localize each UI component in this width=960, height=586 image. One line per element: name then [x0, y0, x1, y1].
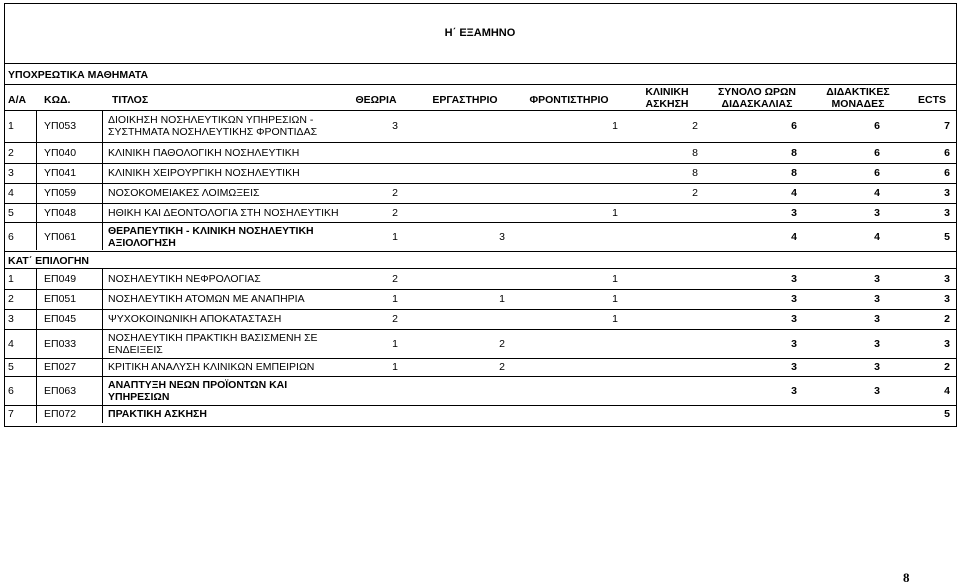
course-code: ΥΠ048	[44, 206, 77, 219]
cell-total: 3	[791, 293, 797, 305]
cell-lab: 1	[499, 293, 505, 305]
cell-total: 3	[791, 361, 797, 373]
course-code: ΕΠ027	[44, 361, 77, 373]
row-divider	[4, 309, 957, 310]
course-title: ΔΙΟΙΚΗΣΗ ΝΟΣΗΛΕΥΤΙΚΩΝ ΥΠΗΡΕΣΙΩΝ -	[108, 114, 314, 126]
cell-units: 3	[874, 293, 880, 305]
cell-theory: 2	[392, 187, 398, 199]
cell-clinical: 8	[692, 146, 698, 159]
cell-lab: 2	[499, 337, 505, 350]
course-title: ΝΟΣΗΛΕΥΤΙΚΗ ΑΤΟΜΩΝ ΜΕ ΑΝΑΠΗΡΙΑ	[108, 293, 305, 305]
cell-total: 4	[791, 230, 797, 243]
cell-theory: 1	[392, 230, 398, 243]
course-title: ΝΟΣΟΚΟΜΕΙΑΚΕΣ ΛΟΙΜΩΞΕΙΣ	[108, 187, 260, 199]
row-number: 4	[8, 187, 14, 199]
course-title: ΨΥΧΟΚΟΙΝΩΝΙΚΗ ΑΠΟΚΑΤΑΣΤΑΣΗ	[108, 313, 282, 325]
divider	[4, 84, 957, 85]
cell-total: 3	[791, 272, 797, 285]
cell-clinical: 2	[692, 187, 698, 199]
course-title: ΑΞΙΟΛΟΓΗΣΗ	[108, 236, 176, 249]
header-aa: Α/Α	[8, 94, 27, 106]
course-title: ΑΝΑΠΤΥΞΗ ΝΕΩΝ ΠΡΟΪΟΝΤΩΝ ΚΑΙ	[108, 378, 288, 391]
row-number: 6	[8, 384, 14, 397]
course-title: ΝΟΣΗΛΕΥΤΙΚΗ ΝΕΦΡΟΛΟΓΙΑΣ	[108, 272, 261, 285]
course-title: ΗΘΙΚΗ ΚΑΙ ΔΕΟΝΤΟΛΟΓΙΑ ΣΤΗ ΝΟΣΗΛΕΥΤΙΚΗ	[108, 206, 339, 219]
cell-total: 3	[791, 384, 797, 397]
row-number: 1	[8, 120, 14, 132]
row-number: 1	[8, 272, 14, 285]
course-code: ΥΠ053	[44, 120, 77, 132]
cell-units: 3	[874, 313, 880, 325]
cell-theory: 1	[392, 337, 398, 350]
cell-theory: 1	[392, 361, 398, 373]
cell-lab: 2	[499, 361, 505, 373]
course-code: ΥΠ059	[44, 187, 77, 199]
cell-ects: 5	[944, 408, 950, 420]
row-divider	[4, 289, 957, 290]
row-number: 2	[8, 146, 14, 159]
cell-clinical: 2	[692, 120, 698, 132]
cell-ects: 7	[944, 120, 950, 132]
row-divider	[4, 163, 957, 164]
row-divider	[4, 251, 957, 252]
cell-units: 6	[874, 120, 880, 132]
header-code: ΚΩΔ.	[44, 94, 71, 106]
course-code: ΕΠ072	[44, 408, 77, 420]
divider	[4, 63, 957, 64]
row-divider	[4, 358, 957, 359]
row-divider	[4, 405, 957, 406]
course-code: ΥΠ040	[44, 146, 77, 159]
row-divider	[4, 183, 957, 184]
cell-tutorial: 1	[612, 313, 618, 325]
course-title: ΚΛΙΝΙΚΗ ΠΑΘΟΛΟΓΙΚΗ ΝΟΣΗΛΕΥΤΙΚΗ	[108, 146, 300, 159]
course-code: ΕΠ063	[44, 384, 77, 397]
cell-ects: 3	[944, 337, 950, 350]
cell-total: 8	[791, 146, 797, 159]
course-code: ΕΠ049	[44, 272, 77, 285]
course-title: ΘΕΡΑΠΕΥΤΙΚΗ - ΚΛΙΝΙΚΗ ΝΟΣΗΛΕΥΤΙΚΗ	[108, 224, 314, 237]
course-code: ΕΠ033	[44, 337, 77, 350]
cell-ects: 2	[944, 361, 950, 373]
column-divider	[36, 110, 37, 250]
row-number: 5	[8, 361, 14, 373]
course-title: ΚΡΙΤΙΚΗ ΑΝΑΛΥΣΗ ΚΛΙΝΙΚΩΝ ΕΜΠΕΙΡΙΩΝ	[108, 361, 315, 373]
cell-units: 3	[874, 206, 880, 219]
row-number: 5	[8, 206, 14, 219]
cell-theory: 2	[392, 272, 398, 285]
cell-theory: 1	[392, 293, 398, 305]
cell-tutorial: 1	[612, 120, 618, 132]
cell-tutorial: 1	[612, 293, 618, 305]
cell-ects: 6	[944, 167, 950, 179]
cell-theory: 2	[392, 206, 398, 219]
course-title: ΣΥΣΤΗΜΑΤΑ ΝΟΣΗΛΕΥΤΙΚΗΣ ΦΡΟΝΤΙΔΑΣ	[108, 126, 318, 138]
row-divider	[4, 376, 957, 377]
header-teaching-units: ΔΙΔΑΚΤΙΚΕΣ ΜΟΝΑΔΕΣ	[826, 86, 890, 110]
header-tutorial: ΦΡΟΝΤΙΣΤΗΡΙΟ	[529, 94, 609, 106]
cell-theory: 2	[392, 313, 398, 325]
course-title: ΕΝΔΕΙΞΕΙΣ	[108, 343, 163, 356]
cell-total: 3	[791, 206, 797, 219]
cell-units: 4	[874, 230, 880, 243]
course-title: ΠΡΑΚΤΙΚΗ ΑΣΚΗΣΗ	[108, 408, 207, 420]
cell-units: 6	[874, 167, 880, 179]
header-title: ΤΙΤΛΟΣ	[112, 94, 149, 106]
section-elective-label: ΚΑΤ΄ ΕΠΙΛΟΓΗΝ	[8, 255, 89, 267]
cell-theory: 3	[392, 120, 398, 132]
row-divider	[4, 268, 957, 269]
page-number: 8	[903, 570, 910, 585]
row-divider	[4, 142, 957, 143]
header-lab: ΕΡΓΑΣΤΗΡΙΟ	[432, 94, 498, 106]
cell-units: 3	[874, 384, 880, 397]
cell-ects: 4	[944, 384, 950, 397]
cell-ects: 6	[944, 146, 950, 159]
section-required-label: ΥΠΟΧΡΕΩΤΙΚΑ ΜΑΘΗΜΑΤΑ	[8, 69, 149, 81]
row-number: 4	[8, 337, 14, 350]
header-ects: ECTS	[917, 94, 947, 106]
header-theory: ΘΕΩΡΙΑ	[355, 94, 397, 106]
cell-ects: 2	[944, 313, 950, 325]
row-divider	[4, 110, 957, 111]
cell-ects: 3	[944, 272, 950, 285]
cell-units: 3	[874, 272, 880, 285]
cell-lab: 3	[499, 230, 505, 243]
course-title: ΥΠΗΡΕΣΙΩΝ	[108, 390, 170, 403]
cell-units: 4	[874, 187, 880, 199]
semester-title: Η΄ ΕΞΑΜΗΝΟ	[444, 27, 516, 39]
row-number: 7	[8, 408, 14, 420]
cell-ects: 5	[944, 230, 950, 243]
cell-total: 6	[791, 120, 797, 132]
cell-total: 4	[791, 187, 797, 199]
course-code: ΕΠ051	[44, 293, 77, 305]
cell-total: 8	[791, 167, 797, 179]
course-code: ΥΠ041	[44, 167, 77, 179]
cell-total: 3	[791, 337, 797, 350]
cell-units: 6	[874, 146, 880, 159]
course-code: ΕΠ045	[44, 313, 77, 325]
cell-units: 3	[874, 361, 880, 373]
row-number: 2	[8, 293, 14, 305]
course-title: ΚΛΙΝΙΚΗ ΧΕΙΡΟΥΡΓΙΚΗ ΝΟΣΗΛΕΥΤΙΚΗ	[108, 167, 300, 179]
course-title: ΝΟΣΗΛΕΥΤΙΚΗ ΠΡΑΚΤΙΚΗ ΒΑΣΙΣΜΕΝΗ ΣΕ	[108, 331, 318, 344]
cell-ects: 3	[944, 187, 950, 199]
header-total-hours: ΣΥΝΟΛΟ ΩΡΩΝ ΔΙΔΑΣΚΑΛΙΑΣ	[717, 86, 797, 110]
row-divider	[4, 203, 957, 204]
cell-total: 3	[791, 313, 797, 325]
cell-tutorial: 1	[612, 272, 618, 285]
cell-tutorial: 1	[612, 206, 618, 219]
cell-ects: 3	[944, 293, 950, 305]
cell-ects: 3	[944, 206, 950, 219]
row-number: 3	[8, 167, 14, 179]
course-code: ΥΠ061	[44, 230, 77, 243]
column-divider	[36, 268, 37, 423]
row-divider	[4, 329, 957, 330]
column-divider	[102, 110, 103, 250]
column-divider	[102, 268, 103, 423]
cell-units: 3	[874, 337, 880, 350]
header-clinical: ΚΛΙΝΙΚΗ ΑΣΚΗΣΗ	[645, 86, 689, 110]
cell-clinical: 8	[692, 167, 698, 179]
row-number: 6	[8, 230, 14, 243]
row-number: 3	[8, 313, 14, 325]
row-divider	[4, 222, 957, 223]
